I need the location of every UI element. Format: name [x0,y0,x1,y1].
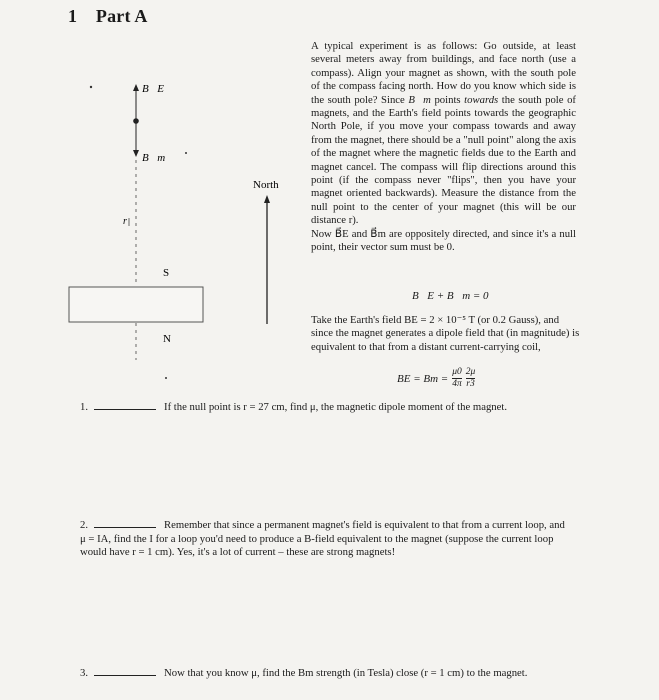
question-1 [80,400,600,415]
fraction-mu0-4pi [452,367,462,390]
dot-marker [165,377,167,379]
answer-blank[interactable] [94,400,156,410]
earth-field-paragraph: Take the Earth's field BE = 2 × 10⁻⁵ T (or 0.2 Gauss), and since the magnet generates a dipole field that (in magnitude) is equivalent to that from a distant current-carrying coil, [311,314,580,353]
fraction-denominator: 4π [452,379,462,389]
dot-marker [185,152,187,154]
north-arrowhead [264,195,270,203]
question-3 [80,666,600,681]
question-number: 2. [80,519,89,531]
dipole-equation [397,367,475,390]
north-label: North [253,179,279,191]
question-text: If the null point is r = 27 cm, find μ, the magnetic dipole moment of the magnet. [164,401,508,413]
question-number: 1. [80,401,89,413]
intro-text-2: points [430,93,465,106]
intro-text-3: the south pole of magnets, and the Earth's field points towards the geographic North Pole, if you move your compass towards and away from the magnet, there should be a "null point" along the axis of the magnet where the magnetic fields due to the Earth and magnet cancel. The compass will flip directions around this point (if the compass never "flips", then you have your magnet oriented backwards). Measure the distance from the null point to the center of your magnet (this will be our distance r). [311,93,576,227]
intro-text-4: Now B⃗E and B⃗m are oppositely directed, and since it's a null point, their vector sum must be 0. [311,227,576,254]
BE-arrowhead [133,84,139,91]
Bm-label: B⃗m [142,152,166,164]
section-number: 1 [68,6,78,26]
equation-lhs: BE = Bm = [397,372,449,385]
question-text: Now that you know μ, find the Bm strength (in Tesla) close (r = 1 cm) to the magnet. [164,667,528,679]
fraction-numerator: μ0 [452,367,462,377]
Bm-arrowhead [133,150,139,157]
fraction-denominator: r3 [466,379,475,389]
magnet-diagram [0,0,310,400]
vector-sum-equation: B⃗E + B⃗m = 0 [412,290,489,302]
fraction-numerator: 2μ [465,367,476,377]
answer-blank[interactable] [94,518,156,528]
question-number: 3. [80,667,89,679]
dot-marker [90,86,92,88]
intro-paragraph [311,40,576,255]
intro-Bm: B⃗m [408,93,431,106]
section-title: Part A [95,6,148,26]
diagram-svg [0,0,310,400]
answer-blank[interactable] [94,666,156,676]
south-pole-label: S [163,267,170,279]
BE-label: B⃗E [142,83,164,95]
magnet-rectangle [69,287,203,322]
intro-towards: towards [464,93,499,106]
question-text: Remember that since a permanent magnet's field is equivalent to that from a current loop, and μ = IA, find the I for a loop you'd need to produce a B-field equivalent to the magnet (suppose the current loop would have r = 1 cm). Yes, it's a lot of current – these are strong magnets! [80,519,565,559]
intro-text-1: A typical experiment is as follows: Go outside, at least several meters away from buildings, and face north (use a compass). Align your magnet as shown, with the south pole of the compass facing north. How do you know which side is the south pole? Since [311,40,576,106]
fraction-2mu-r3 [466,367,476,390]
r-label: r [123,216,127,227]
north-pole-label: N [163,333,171,345]
question-2 [80,518,570,560]
